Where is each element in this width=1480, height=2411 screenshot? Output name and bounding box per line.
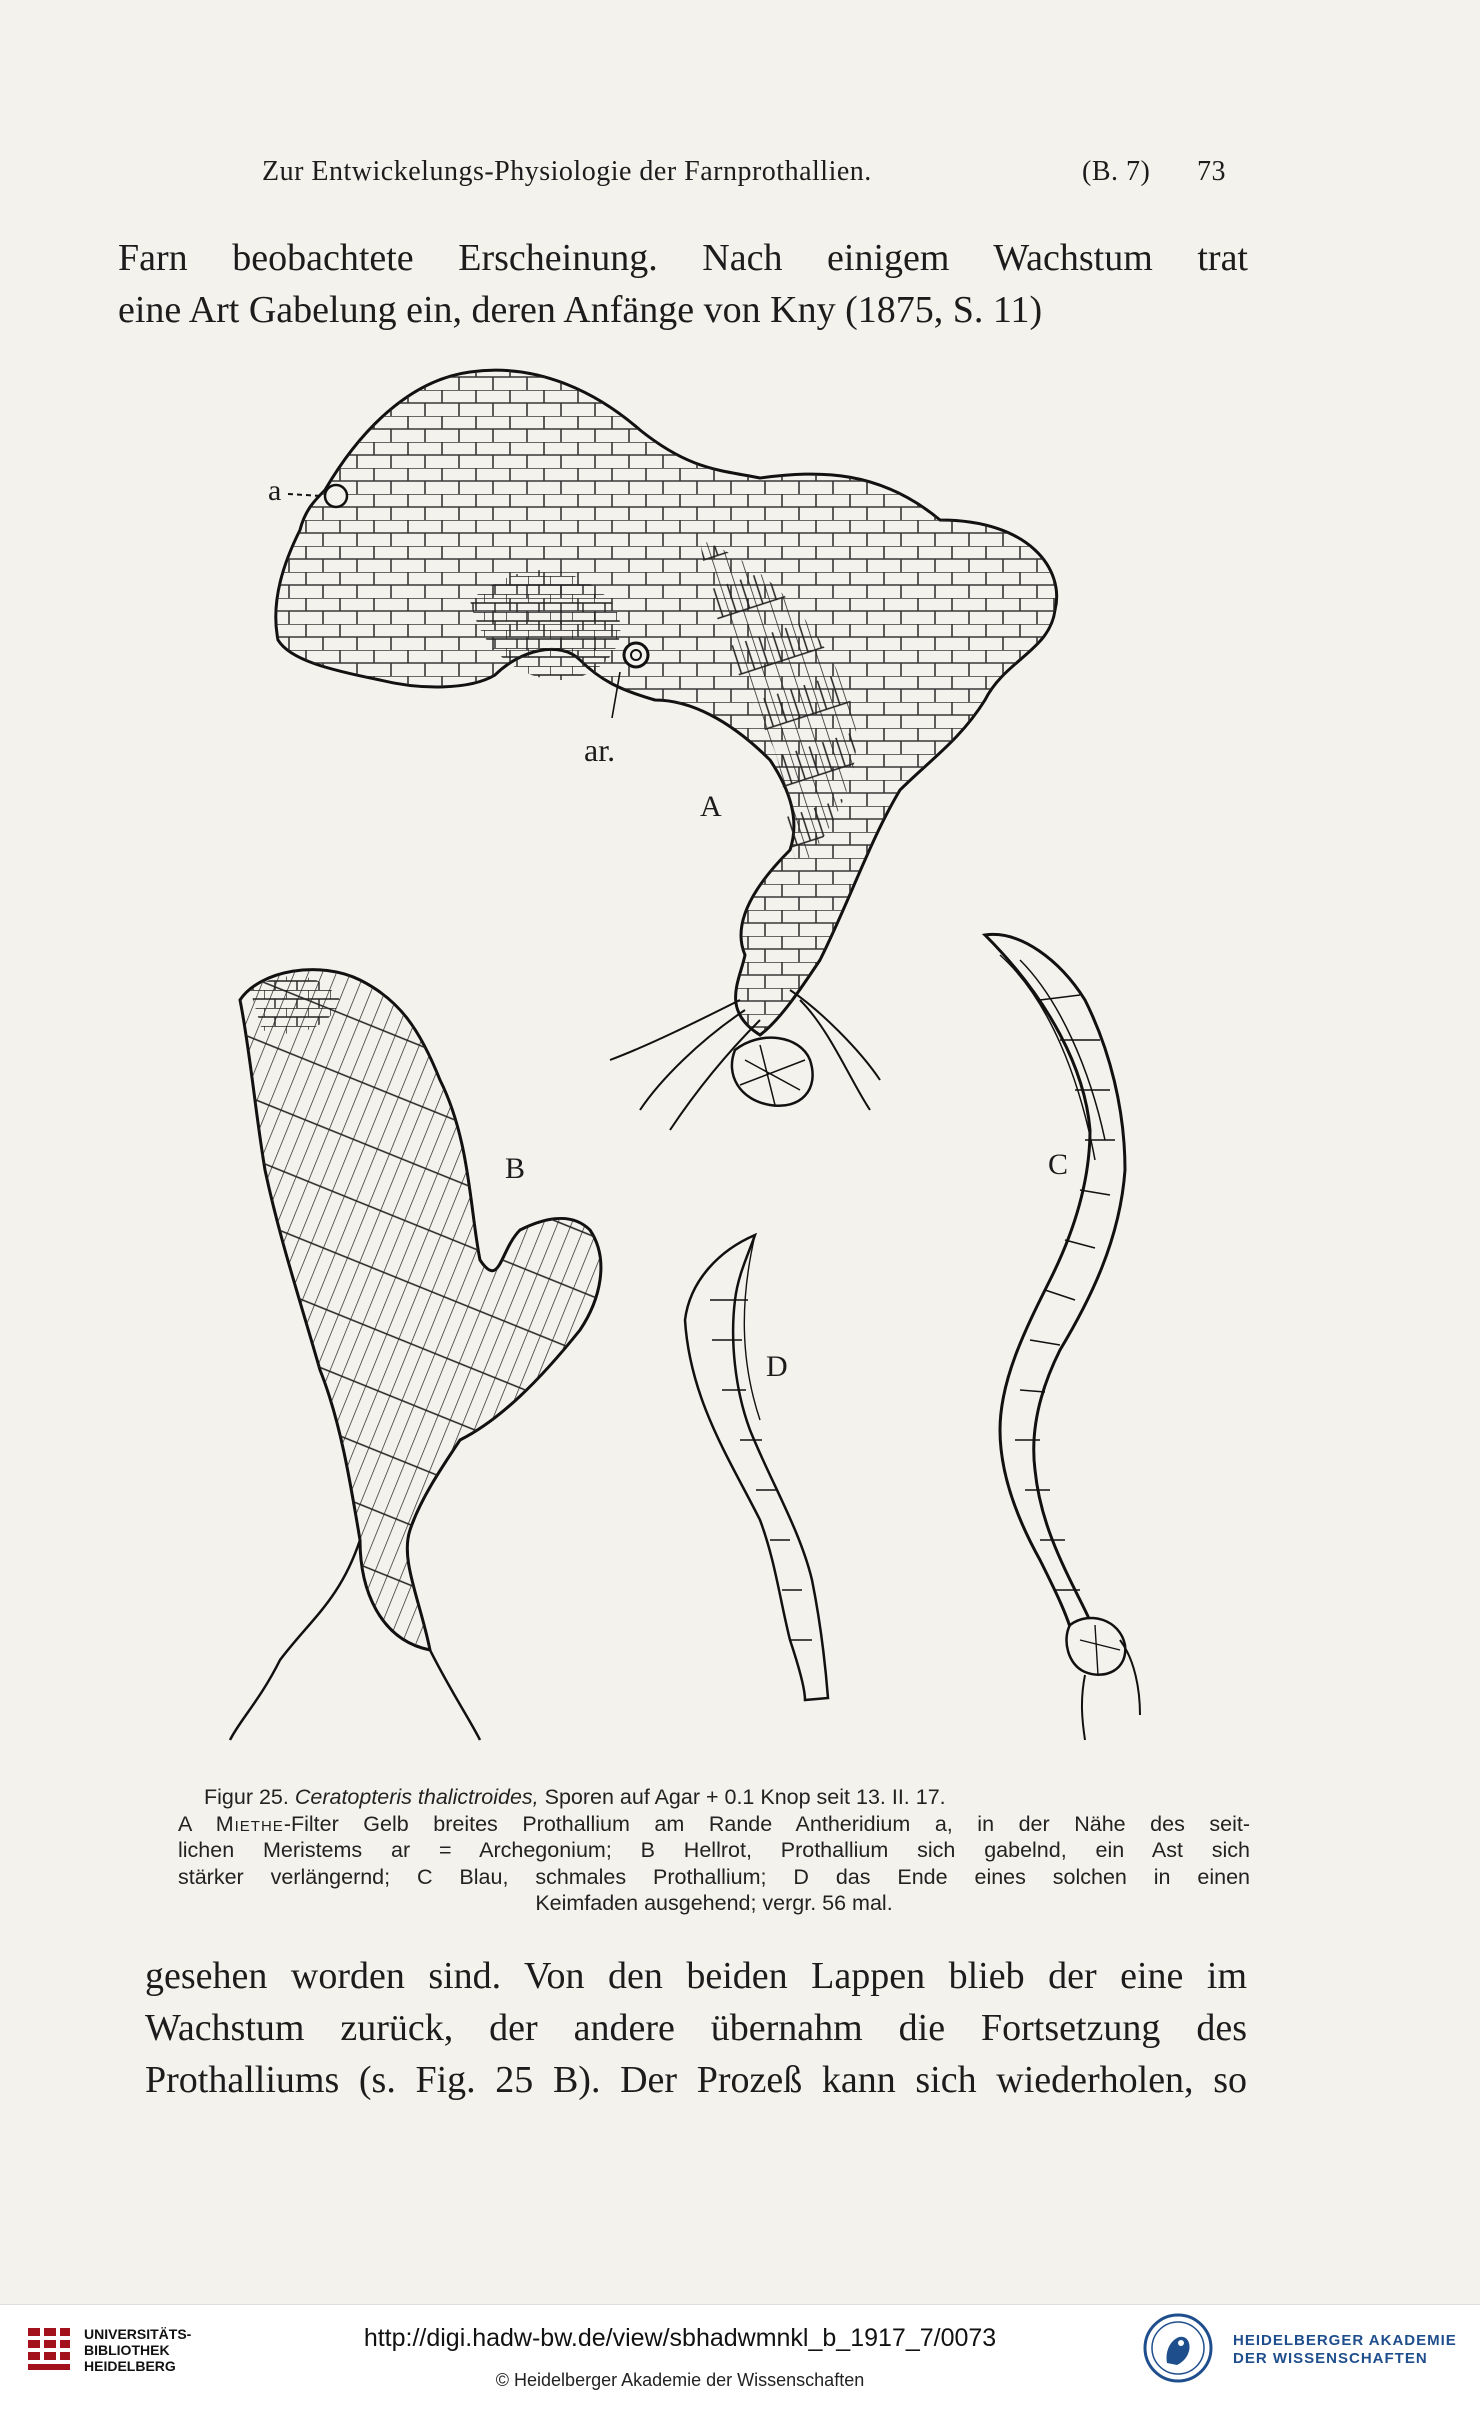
paragraph-bottom bbox=[145, 1950, 1247, 2106]
caption-miethe: Miethe bbox=[215, 1811, 284, 1836]
figure-label-C: C bbox=[1048, 1148, 1069, 1181]
figure-d-prothallium bbox=[685, 1235, 828, 1700]
text-line: gesehen worden sind. Von den beiden Lappen blieb der eine im bbox=[145, 1955, 1247, 1997]
figure-caption bbox=[178, 1784, 1250, 1917]
text-line: Prothalliums (s. Fig. 25 B). Der Prozeß kann sich wiederholen, so bbox=[145, 2059, 1247, 2101]
archegonium bbox=[624, 643, 648, 667]
page-number: 73 bbox=[1197, 156, 1226, 187]
caption-species: Ceratopteris thalictroides, bbox=[294, 1785, 539, 1809]
figure-label-a-small: a bbox=[268, 474, 282, 507]
caption-figure-label: Figur 25. bbox=[204, 1785, 289, 1809]
caption-line-2 bbox=[178, 1811, 1250, 1838]
figure-label-D: D bbox=[766, 1350, 788, 1383]
figure-label-ar: ar. bbox=[584, 732, 616, 768]
caption-line-4: stärker verlängernd; C Blau, schmales Prothallium; D das Ende eines solchen in einen bbox=[178, 1864, 1250, 1889]
botanical-figure bbox=[200, 360, 1280, 1760]
text-line: Farn beobachtete Erscheinung. Nach einigem Wachstum trat bbox=[118, 237, 1248, 279]
text-line: Wachstum zurück, der andere übernahm die Fortsetzung des bbox=[145, 2007, 1247, 2049]
source-url-link[interactable]: http://digi.hadw-bw.de/view/sbhadwmnkl_b_1917_7/0073 bbox=[363, 2324, 997, 2352]
figure-b-prothallium bbox=[230, 970, 601, 1740]
caption-line-1-rest: Sporen auf Agar + 0.1 Knop seit 13. II. 17. bbox=[544, 1785, 946, 1809]
academy-line-1: HEIDELBERGER AKADEMIE bbox=[1233, 2332, 1457, 2349]
caption-line-2-rest: -Filter Gelb breites Prothallium am Rande Antheridium a, in der Nähe des seit- bbox=[283, 1811, 1250, 1836]
university-library-name bbox=[84, 2326, 191, 2374]
library-line-1: UNIVERSITÄTS- bbox=[84, 2326, 192, 2342]
caption-panel-a: A bbox=[178, 1811, 192, 1836]
caption-line-3: lichen Meristems ar = Archegonium; B Hellrot, Prothallium sich gabelnd, ein Ast sich bbox=[178, 1838, 1250, 1862]
text-line: eine Art Gabelung ein, deren Anfänge von Kny (1875, S. 11) bbox=[118, 289, 1043, 331]
library-line-2: BIBLIOTHEK bbox=[84, 2342, 170, 2358]
copyright-notice: © Heidelberger Akademie der Wissenschaften bbox=[495, 2370, 865, 2390]
caption-line-5: Keimfaden ausgehend; vergr. 56 mal. bbox=[535, 1891, 893, 1915]
running-head-section: (B. 7) bbox=[1082, 156, 1151, 187]
antheridium bbox=[325, 485, 347, 507]
academy-name bbox=[1233, 2332, 1457, 2368]
caption-line-1 bbox=[178, 1784, 1250, 1811]
figure-label-B: B bbox=[505, 1152, 526, 1185]
paragraph-top bbox=[118, 232, 1248, 336]
figure-label-A: A bbox=[700, 790, 722, 823]
academy-line-2: DER WISSENSCHAFTEN bbox=[1233, 2350, 1428, 2367]
academy-seal-icon bbox=[1143, 2313, 1213, 2383]
university-library-logo-icon bbox=[22, 2322, 76, 2376]
running-head-title: Zur Entwickelungs-Physiologie der Farnprothallien. bbox=[262, 156, 872, 187]
figure-c-prothallium bbox=[985, 934, 1140, 1740]
library-line-3: HEIDELBERG bbox=[84, 2358, 176, 2374]
